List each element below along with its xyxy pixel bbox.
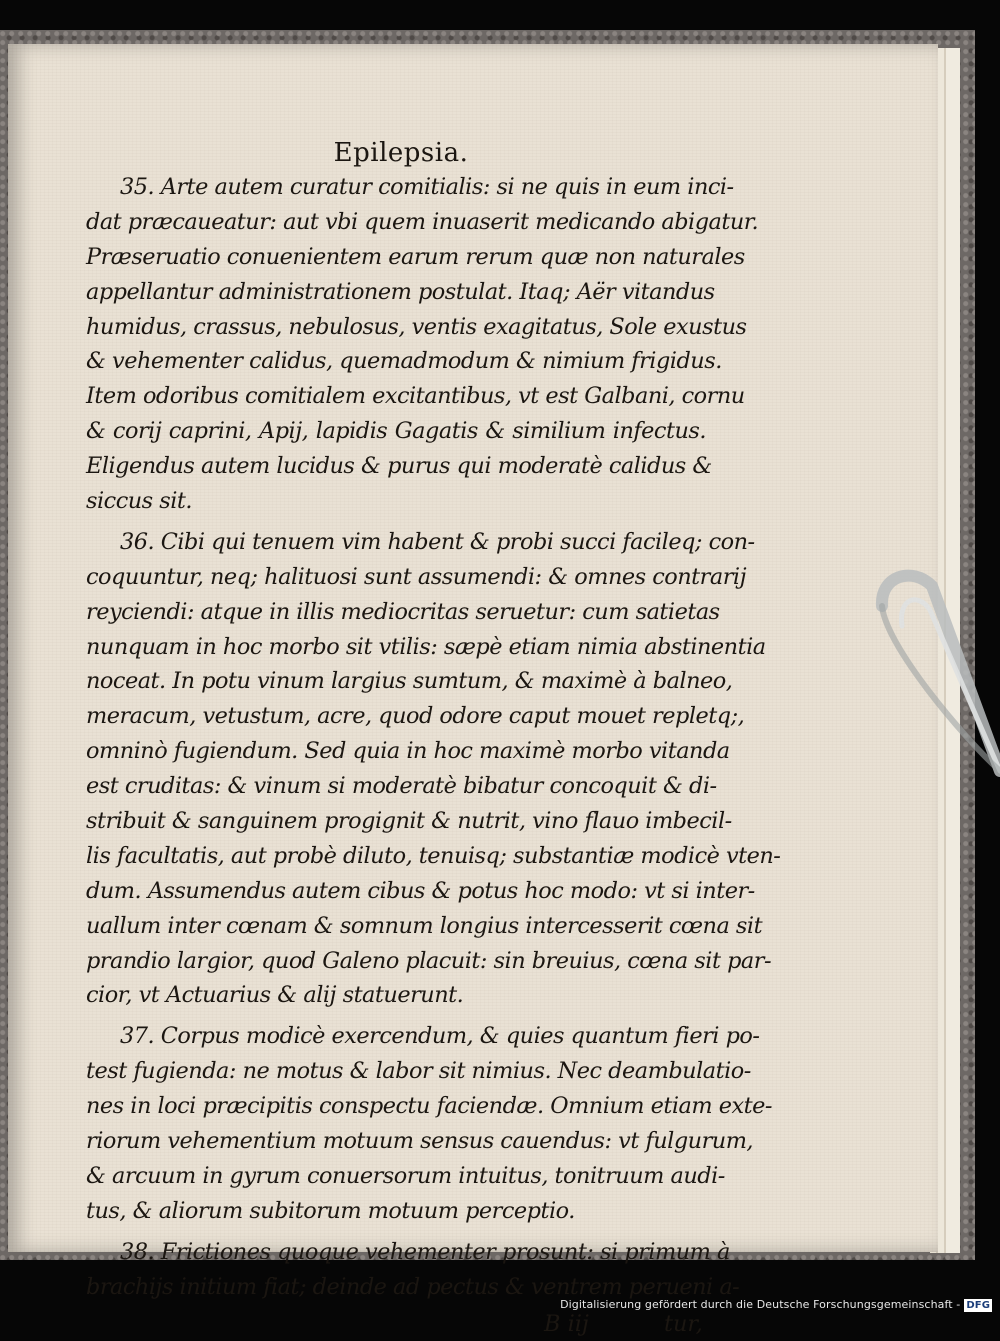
text-line: 35. Arte autem curatur comitialis: si ne quis in eum inci- [86,170,706,205]
paragraph-38 [86,1235,706,1305]
catchword: tur, [664,1307,703,1341]
text-line: meracum, vetustum, acre, quod odore caput mouet repletq;, [86,699,706,734]
text-line: 37. Corpus modicè exercendum, & quies quantum fieri po- [86,1019,706,1054]
text-line: test fugienda: ne motus & labor sit nimius. Nec deambulatio- [86,1054,706,1089]
text-line: dum. Assumendus autem cibus & potus hoc modo: vt si inter- [86,874,706,909]
text-line: omninò fugiendum. Sed quia in hoc maximè morbo vitanda [86,734,706,769]
text-line: lis facultatis, aut probè diluto, tenuisq; substantiæ modicè vten- [86,839,706,874]
paragraph-36 [86,525,706,1013]
text-line: nes in loci præcipitis conspectu faciendæ. Omnium etiam exte- [86,1089,706,1124]
paper-clip [872,566,1000,796]
text-line: nunquam in hoc morbo sit vtilis: sæpè etiam nimia abstinentia [86,630,706,665]
text-line: noceat. In potu vinum largius sumtum, & maximè à balneo, [86,664,706,699]
running-head: Epilepsia. [86,138,706,168]
text-line: & arcuum in gyrum conuersorum intuitus, tonitruum audi- [86,1159,706,1194]
text-line: stribuit & sanguinem progignit & nutrit, vino flauo imbecil- [86,804,706,839]
text-line: 38. Frictiones quoque vehementer prosunt: si primum à [86,1235,706,1270]
paragraph-35 [86,170,706,519]
text-line: & corij caprini, Apij, lapidis Gagatis & similium infectus. [86,414,706,449]
text-line: cior, vt Actuarius & alij statuerunt. [86,978,706,1013]
text-line: Præseruatio conuenientem earum rerum quæ non naturales [86,240,706,275]
text-line: riorum vehementium motuum sensus cauendus: vt fulgurum, [86,1124,706,1159]
text-line: Eligendus autem lucidus & purus qui moderatè calidus & [86,449,706,484]
text-line: dat præcaueatur: aut vbi quem inuaserit medicando abigatur. [86,205,706,240]
text-line: prandio largior, quod Galeno placuit: sin breuius, cœna sit par- [86,944,706,979]
signature-mark: B iij [544,1307,589,1341]
text-line: siccus sit. [86,484,706,519]
text-line: & vehementer calidus, quemadmodum & nimium frigidus. [86,344,706,379]
text-block [86,138,706,1341]
text-line: reyciendi: atque in illis mediocritas seruetur: cum satietas [86,595,706,630]
text-line: uallum inter cœnam & somnum longius intercesserit cœna sit [86,909,706,944]
text-line: tus, & aliorum subitorum motuum perceptio. [86,1194,706,1229]
text-line: appellantur administrationem postulat. Itaq; Aër vitandus [86,275,706,310]
footer-credit [560,1297,992,1313]
text-line: 36. Cibi qui tenuem vim habent & probi succi facileq; con- [86,525,706,560]
text-line: humidus, crassus, nebulosus, ventis exagitatus, Sole exustus [86,310,706,345]
footer-text: Digitalisierung gefördert durch die Deutsche Forschungsgemeinschaft - [560,1298,960,1311]
text-line: brachijs initium fiat; deinde ad pectus & ventrem perueni a- [86,1270,706,1305]
text-line: Item odoribus comitialem excitantibus, vt est Galbani, cornu [86,379,706,414]
dfg-logo: DFG [964,1299,992,1312]
text-line: est cruditas: & vinum si moderatè bibatur concoquit & di- [86,769,706,804]
text-line: coquuntur, neq; halituosi sunt assumendi: & omnes contrarij [86,560,706,595]
paragraph-37 [86,1019,706,1228]
